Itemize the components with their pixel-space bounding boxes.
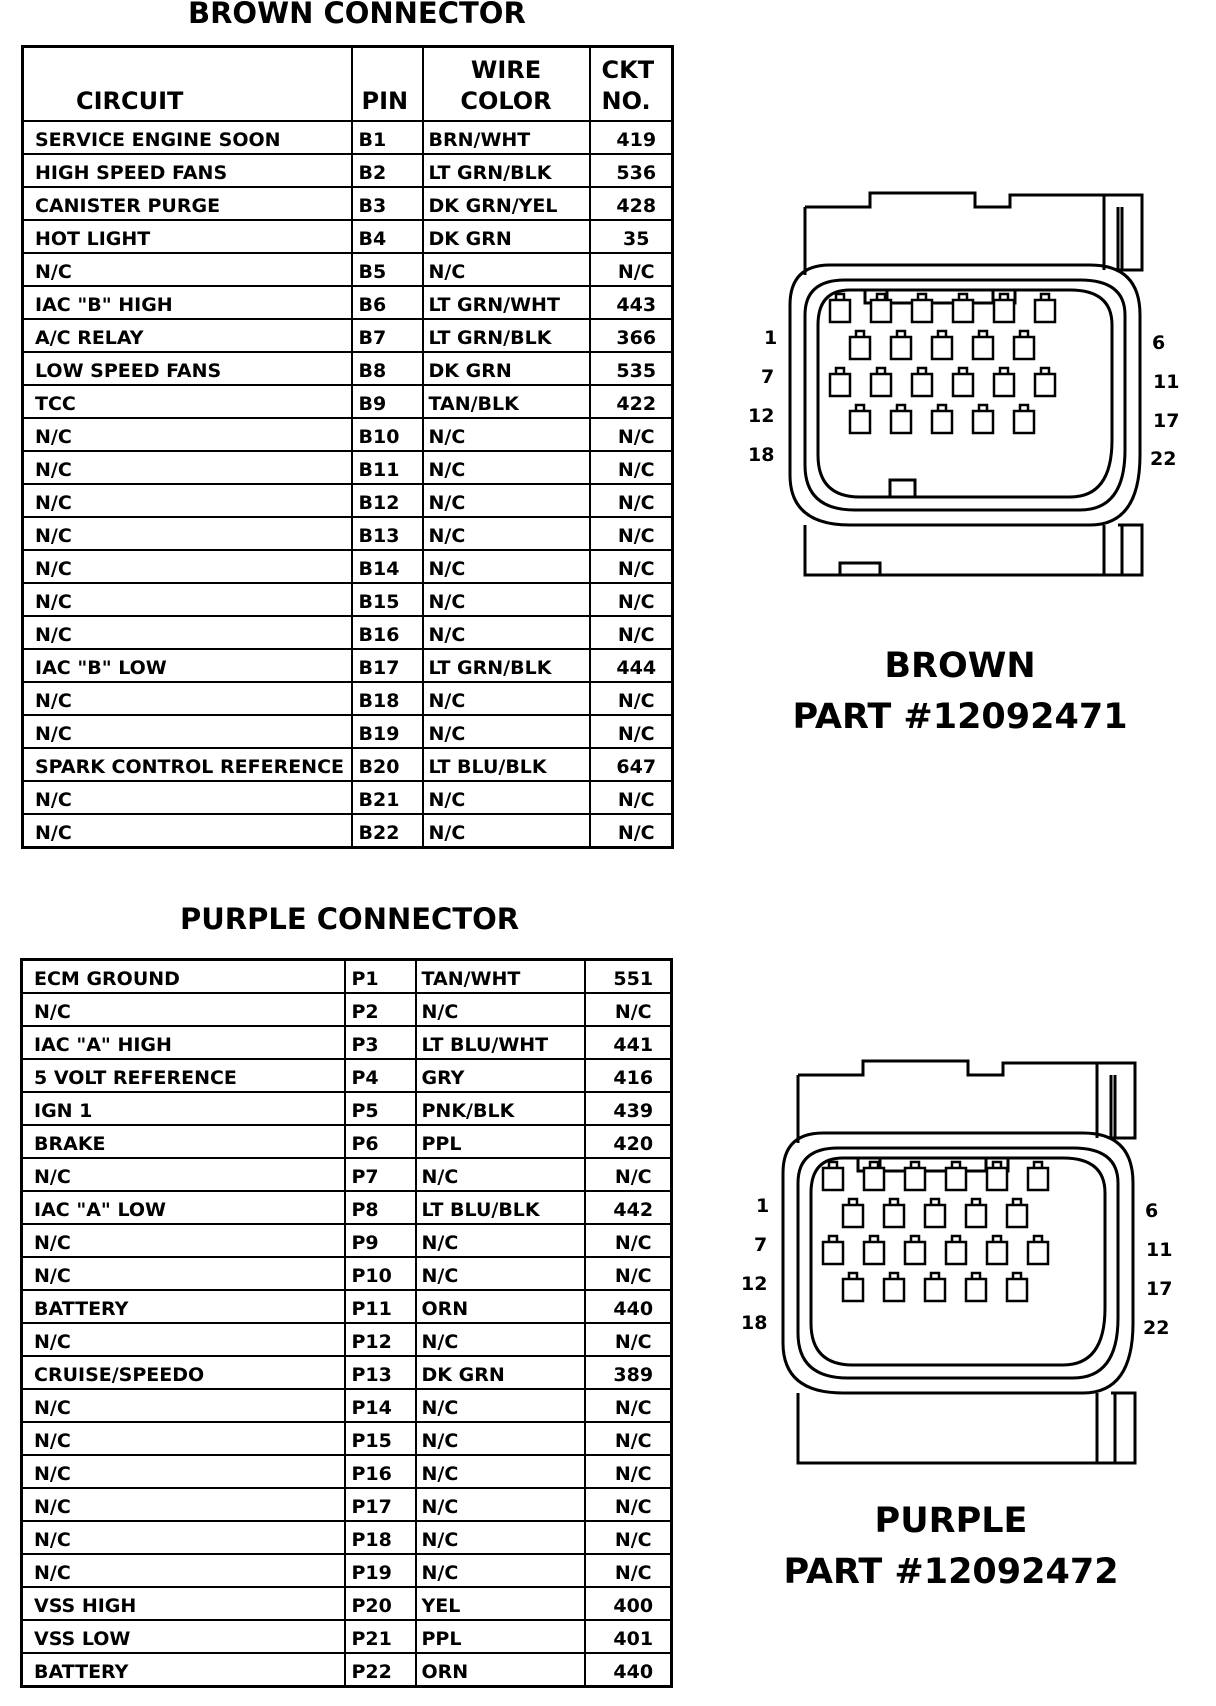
ckt-no-cell: 420 — [585, 1125, 672, 1158]
circuit-cell: N/C — [22, 1455, 345, 1488]
circuit-cell: IAC "A" LOW — [22, 1191, 345, 1224]
wire-color-cell: ORN — [416, 1653, 585, 1687]
circuit-cell: N/C — [23, 682, 352, 715]
table-row — [22, 1488, 672, 1521]
table-row — [23, 715, 673, 748]
pin-cavities — [830, 294, 1055, 433]
wire-color-cell: N/C — [423, 616, 590, 649]
purple-table-body — [22, 960, 672, 1687]
circuit-cell: N/C — [23, 781, 352, 814]
wire-color-cell: TAN/BLK — [423, 385, 590, 418]
table-row — [22, 1158, 672, 1191]
table-row — [23, 154, 673, 187]
ckt-no-cell: N/C — [590, 814, 673, 848]
table-row — [22, 1026, 672, 1059]
table-row — [23, 121, 673, 154]
pin-cavities — [823, 1162, 1048, 1301]
wire-color-cell: DK GRN — [416, 1356, 585, 1389]
pin-cell: B17 — [352, 649, 423, 682]
pin-cavity — [1035, 294, 1055, 322]
purple-connector-diagram — [763, 1053, 1183, 1483]
pin-label-7: 7 — [761, 366, 775, 388]
pin-label-22: 22 — [1150, 448, 1177, 470]
circuit-cell: A/C RELAY — [23, 319, 352, 352]
ckt-no-cell: N/C — [585, 1455, 672, 1488]
wire-color-cell: N/C — [423, 715, 590, 748]
table-row — [23, 682, 673, 715]
circuit-cell: IAC "B" HIGH — [23, 286, 352, 319]
ckt-no-cell: 422 — [590, 385, 673, 418]
pin-cavity — [925, 1199, 945, 1227]
table-row — [22, 1587, 672, 1620]
wire-color-cell: N/C — [416, 1389, 585, 1422]
circuit-cell: TCC — [23, 385, 352, 418]
pin-cell: B15 — [352, 583, 423, 616]
wire-color-cell: N/C — [416, 1554, 585, 1587]
ckt-no-cell: 428 — [590, 187, 673, 220]
circuit-cell: 5 VOLT REFERENCE — [22, 1059, 345, 1092]
ckt-no-cell: N/C — [590, 253, 673, 286]
pin-cell: P16 — [345, 1455, 416, 1488]
pin-cell: B4 — [352, 220, 423, 253]
ckt-no-cell: N/C — [585, 1323, 672, 1356]
pin-cavity — [946, 1236, 966, 1264]
table-row — [22, 1389, 672, 1422]
table-row — [23, 286, 673, 319]
pin-cell: B10 — [352, 418, 423, 451]
pin-cell: P1 — [345, 960, 416, 994]
wire-color-cell: N/C — [423, 550, 590, 583]
table-row — [23, 550, 673, 583]
circuit-cell: N/C — [22, 1389, 345, 1422]
purple-caption: PURPLE — [874, 1501, 1028, 1541]
pin-cavity — [830, 368, 850, 396]
wire-color-cell: N/C — [423, 253, 590, 286]
ckt-no-cell: N/C — [590, 682, 673, 715]
brown-pin-table — [21, 45, 674, 849]
table-row — [22, 1554, 672, 1587]
wire-color-cell: N/C — [423, 418, 590, 451]
ckt-no-cell: N/C — [590, 484, 673, 517]
pin-cavity — [905, 1162, 925, 1190]
ckt-no-cell: N/C — [585, 1257, 672, 1290]
circuit-cell: BATTERY — [22, 1653, 345, 1687]
wire-color-cell: DK GRN — [423, 220, 590, 253]
circuit-cell: N/C — [23, 517, 352, 550]
pin-cell: P9 — [345, 1224, 416, 1257]
pin-cavity — [973, 405, 993, 433]
brown-part-number: PART #12092471 — [792, 697, 1128, 737]
pin-cavity — [987, 1236, 1007, 1264]
table-row — [23, 319, 673, 352]
ckt-no-cell: N/C — [590, 616, 673, 649]
pin-cell: P7 — [345, 1158, 416, 1191]
table-row — [22, 1422, 672, 1455]
wire-color-cell: N/C — [423, 484, 590, 517]
pin-cell: B22 — [352, 814, 423, 848]
table-row — [23, 418, 673, 451]
table-row — [22, 1224, 672, 1257]
circuit-cell: CANISTER PURGE — [23, 187, 352, 220]
table-row — [23, 451, 673, 484]
wire-color-cell: N/C — [416, 993, 585, 1026]
table-row — [22, 1059, 672, 1092]
wire-color-cell: DK GRN — [423, 352, 590, 385]
pin-cavity — [966, 1273, 986, 1301]
circuit-cell: BRAKE — [22, 1125, 345, 1158]
pin-cavity — [850, 405, 870, 433]
wire-color-cell: LT BLU/WHT — [416, 1026, 585, 1059]
ckt-no-cell: N/C — [590, 451, 673, 484]
pin-cell: P4 — [345, 1059, 416, 1092]
table-row — [22, 1092, 672, 1125]
pin-cavity — [830, 294, 850, 322]
ckt-no-cell: 416 — [585, 1059, 672, 1092]
table-row — [22, 960, 672, 994]
circuit-cell: N/C — [22, 1158, 345, 1191]
wire-color-cell: ORN — [416, 1290, 585, 1323]
ckt-no-cell: 419 — [590, 121, 673, 154]
circuit-cell: HIGH SPEED FANS — [23, 154, 352, 187]
table-row — [23, 517, 673, 550]
brown-table-body — [23, 121, 673, 848]
pin-cavity — [823, 1162, 843, 1190]
wire-color-cell: YEL — [416, 1587, 585, 1620]
pin-cell: P10 — [345, 1257, 416, 1290]
wire-color-cell: PPL — [416, 1620, 585, 1653]
pin-cavity — [953, 368, 973, 396]
ckt-no-cell: N/C — [590, 517, 673, 550]
header-wire-color: WIRE COLOR — [423, 47, 590, 121]
ckt-no-cell: N/C — [590, 550, 673, 583]
ckt-no-cell: N/C — [585, 1488, 672, 1521]
ckt-no-cell: 443 — [590, 286, 673, 319]
pin-cell: B5 — [352, 253, 423, 286]
pin-cell: B2 — [352, 154, 423, 187]
pin-cell: P5 — [345, 1092, 416, 1125]
circuit-cell: N/C — [23, 814, 352, 848]
pin-cavity — [1014, 405, 1034, 433]
circuit-cell: HOT LIGHT — [23, 220, 352, 253]
ckt-no-cell: 535 — [590, 352, 673, 385]
table-row — [22, 1521, 672, 1554]
pin-cell: B1 — [352, 121, 423, 154]
pin-cell: P3 — [345, 1026, 416, 1059]
wire-color-cell: N/C — [416, 1422, 585, 1455]
ckt-no-cell: 389 — [585, 1356, 672, 1389]
pin-label-18: 18 — [748, 444, 775, 466]
circuit-cell: N/C — [22, 1422, 345, 1455]
table-row — [23, 748, 673, 781]
pin-cavity — [912, 294, 932, 322]
ckt-no-cell: 400 — [585, 1587, 672, 1620]
circuit-cell: IAC "B" LOW — [23, 649, 352, 682]
wire-color-cell: N/C — [423, 814, 590, 848]
pin-cavity — [823, 1236, 843, 1264]
wire-color-cell: DK GRN/YEL — [423, 187, 590, 220]
pin-label-17: 17 — [1153, 410, 1180, 432]
ckt-no-cell: N/C — [585, 993, 672, 1026]
wire-color-cell: N/C — [416, 1158, 585, 1191]
circuit-cell: IGN 1 — [22, 1092, 345, 1125]
wire-color-cell: TAN/WHT — [416, 960, 585, 994]
table-row — [23, 253, 673, 286]
pin-cavity — [850, 331, 870, 359]
ckt-no-cell: 441 — [585, 1026, 672, 1059]
table-row — [23, 781, 673, 814]
wire-color-cell: N/C — [416, 1224, 585, 1257]
table-row — [23, 385, 673, 418]
header-ckt-no: CKT NO. — [590, 47, 673, 121]
purple-connector-title: PURPLE CONNECTOR — [180, 902, 520, 936]
wire-color-cell: PNK/BLK — [416, 1092, 585, 1125]
table-row — [22, 1653, 672, 1687]
circuit-cell: N/C — [23, 715, 352, 748]
pin-cavity — [994, 294, 1014, 322]
wire-color-cell: LT BLU/BLK — [416, 1191, 585, 1224]
circuit-cell: N/C — [22, 1488, 345, 1521]
pin-cavity — [973, 331, 993, 359]
pin-cavity — [932, 331, 952, 359]
table-row — [22, 1290, 672, 1323]
pin-label-6: 6 — [1152, 332, 1166, 354]
circuit-cell: N/C — [23, 616, 352, 649]
table-row — [23, 649, 673, 682]
pin-cavity — [966, 1199, 986, 1227]
brown-connector-title: BROWN CONNECTOR — [188, 0, 526, 30]
circuit-cell: N/C — [22, 1323, 345, 1356]
pin-cavity — [946, 1162, 966, 1190]
wire-color-cell: N/C — [416, 1323, 585, 1356]
ckt-no-cell: 440 — [585, 1653, 672, 1687]
pin-cavity — [1028, 1162, 1048, 1190]
pin-cell: P19 — [345, 1554, 416, 1587]
purple-part-number: PART #12092472 — [783, 1552, 1119, 1592]
table-row — [22, 1191, 672, 1224]
circuit-cell: N/C — [23, 253, 352, 286]
pin-cell: B7 — [352, 319, 423, 352]
pin-label-12: 12 — [748, 405, 775, 427]
ckt-no-cell: 439 — [585, 1092, 672, 1125]
wire-color-cell: N/C — [423, 781, 590, 814]
wire-color-cell: N/C — [416, 1488, 585, 1521]
wire-color-cell: PPL — [416, 1125, 585, 1158]
pin-label-11: 11 — [1146, 1239, 1173, 1261]
pin-cell: P13 — [345, 1356, 416, 1389]
pin-cavity — [987, 1162, 1007, 1190]
pin-cell: B8 — [352, 352, 423, 385]
table-row — [23, 187, 673, 220]
table-row — [22, 1356, 672, 1389]
pin-cavity — [925, 1273, 945, 1301]
circuit-cell: IAC "A" HIGH — [22, 1026, 345, 1059]
wire-color-cell: N/C — [423, 583, 590, 616]
circuit-cell: N/C — [23, 484, 352, 517]
pin-cavity — [1007, 1273, 1027, 1301]
pin-label-18: 18 — [741, 1312, 768, 1334]
circuit-cell: N/C — [23, 418, 352, 451]
ckt-no-cell: 442 — [585, 1191, 672, 1224]
circuit-cell: VSS LOW — [22, 1620, 345, 1653]
pin-label-22: 22 — [1143, 1317, 1170, 1339]
pin-cell: B13 — [352, 517, 423, 550]
table-row — [22, 993, 672, 1026]
pin-cell: P12 — [345, 1323, 416, 1356]
circuit-cell: N/C — [22, 993, 345, 1026]
circuit-cell: VSS HIGH — [22, 1587, 345, 1620]
pin-label-7: 7 — [754, 1234, 768, 1256]
pin-cell: B11 — [352, 451, 423, 484]
pin-cell: P21 — [345, 1620, 416, 1653]
pin-cavity — [884, 1273, 904, 1301]
pin-cavity — [994, 368, 1014, 396]
circuit-cell: SERVICE ENGINE SOON — [23, 121, 352, 154]
wire-color-cell: N/C — [416, 1257, 585, 1290]
wire-color-cell: N/C — [416, 1521, 585, 1554]
circuit-cell: N/C — [22, 1224, 345, 1257]
pin-cell: P17 — [345, 1488, 416, 1521]
table-row — [23, 616, 673, 649]
table-row — [23, 352, 673, 385]
pin-cell: B16 — [352, 616, 423, 649]
pin-cell: B3 — [352, 187, 423, 220]
wire-color-cell: N/C — [423, 451, 590, 484]
ckt-no-cell: N/C — [585, 1521, 672, 1554]
pin-cavity — [864, 1236, 884, 1264]
circuit-cell: ECM GROUND — [22, 960, 345, 994]
wire-color-cell: LT GRN/BLK — [423, 154, 590, 187]
circuit-cell: BATTERY — [22, 1290, 345, 1323]
wire-color-cell: LT GRN/BLK — [423, 649, 590, 682]
ckt-no-cell: N/C — [585, 1554, 672, 1587]
pin-cavity — [1028, 1236, 1048, 1264]
pin-label-11: 11 — [1153, 371, 1180, 393]
circuit-cell: N/C — [23, 451, 352, 484]
ckt-no-cell: 647 — [590, 748, 673, 781]
circuit-cell: N/C — [23, 583, 352, 616]
ckt-no-cell: N/C — [585, 1158, 672, 1191]
ckt-no-cell: 366 — [590, 319, 673, 352]
pin-cell: P14 — [345, 1389, 416, 1422]
wire-color-cell: N/C — [423, 517, 590, 550]
ckt-no-cell: N/C — [585, 1224, 672, 1257]
circuit-cell: N/C — [23, 550, 352, 583]
pin-cell: P18 — [345, 1521, 416, 1554]
ckt-no-cell: N/C — [585, 1422, 672, 1455]
ckt-no-cell: 444 — [590, 649, 673, 682]
table-row — [23, 220, 673, 253]
table-row — [22, 1125, 672, 1158]
pin-cavity — [891, 405, 911, 433]
pin-label-17: 17 — [1146, 1278, 1173, 1300]
pin-cavity — [843, 1199, 863, 1227]
ckt-no-cell: N/C — [590, 781, 673, 814]
pin-cell: P22 — [345, 1653, 416, 1687]
pin-cavity — [884, 1199, 904, 1227]
brown-connector-diagram — [770, 185, 1190, 615]
table-row — [23, 814, 673, 848]
pin-cavity — [932, 405, 952, 433]
table-row — [22, 1323, 672, 1356]
table-row — [23, 583, 673, 616]
pin-cavity — [1014, 331, 1034, 359]
pin-cell: P20 — [345, 1587, 416, 1620]
table-row — [23, 484, 673, 517]
header-circuit: CIRCUIT — [23, 47, 352, 121]
pin-cavity — [891, 331, 911, 359]
pin-cavity — [843, 1273, 863, 1301]
pin-cell: P15 — [345, 1422, 416, 1455]
wire-color-cell: LT BLU/BLK — [423, 748, 590, 781]
wire-color-cell: GRY — [416, 1059, 585, 1092]
pin-cavity — [1035, 368, 1055, 396]
purple-pin-table — [20, 958, 673, 1688]
pin-cell: B14 — [352, 550, 423, 583]
pin-cavity — [1007, 1199, 1027, 1227]
pin-cell: B6 — [352, 286, 423, 319]
wire-color-cell: BRN/WHT — [423, 121, 590, 154]
pin-cavity — [871, 368, 891, 396]
table-row — [22, 1257, 672, 1290]
pin-cell: P11 — [345, 1290, 416, 1323]
pin-cell: B18 — [352, 682, 423, 715]
circuit-cell: CRUISE/SPEEDO — [22, 1356, 345, 1389]
ckt-no-cell: N/C — [590, 715, 673, 748]
wire-color-cell: N/C — [423, 682, 590, 715]
pin-cavity — [953, 294, 973, 322]
pin-label-1: 1 — [764, 327, 778, 349]
wire-color-cell: LT GRN/BLK — [423, 319, 590, 352]
header-pin: PIN — [352, 47, 423, 121]
pin-cell: P6 — [345, 1125, 416, 1158]
wire-color-cell: N/C — [416, 1455, 585, 1488]
ckt-no-cell: N/C — [585, 1389, 672, 1422]
pin-cavity — [912, 368, 932, 396]
ckt-no-cell: 35 — [590, 220, 673, 253]
circuit-cell: SPARK CONTROL REFERENCE — [23, 748, 352, 781]
table-row — [22, 1620, 672, 1653]
ckt-no-cell: N/C — [590, 583, 673, 616]
pin-label-1: 1 — [756, 1195, 770, 1217]
pin-label-6: 6 — [1145, 1200, 1159, 1222]
pin-cell: B12 — [352, 484, 423, 517]
table-row — [22, 1455, 672, 1488]
circuit-cell: N/C — [22, 1521, 345, 1554]
ckt-no-cell: 440 — [585, 1290, 672, 1323]
pin-label-12: 12 — [741, 1273, 768, 1295]
circuit-cell: N/C — [22, 1554, 345, 1587]
ckt-no-cell: N/C — [590, 418, 673, 451]
pin-cell: B19 — [352, 715, 423, 748]
circuit-cell: LOW SPEED FANS — [23, 352, 352, 385]
pin-cell: B20 — [352, 748, 423, 781]
pin-cell: P2 — [345, 993, 416, 1026]
pin-cell: B9 — [352, 385, 423, 418]
ckt-no-cell: 551 — [585, 960, 672, 994]
ckt-no-cell: 401 — [585, 1620, 672, 1653]
circuit-cell: N/C — [22, 1257, 345, 1290]
wire-color-cell: LT GRN/WHT — [423, 286, 590, 319]
pin-cell: P8 — [345, 1191, 416, 1224]
brown-caption: BROWN — [884, 646, 1036, 686]
pin-cell: B21 — [352, 781, 423, 814]
pin-cavity — [905, 1236, 925, 1264]
ckt-no-cell: 536 — [590, 154, 673, 187]
